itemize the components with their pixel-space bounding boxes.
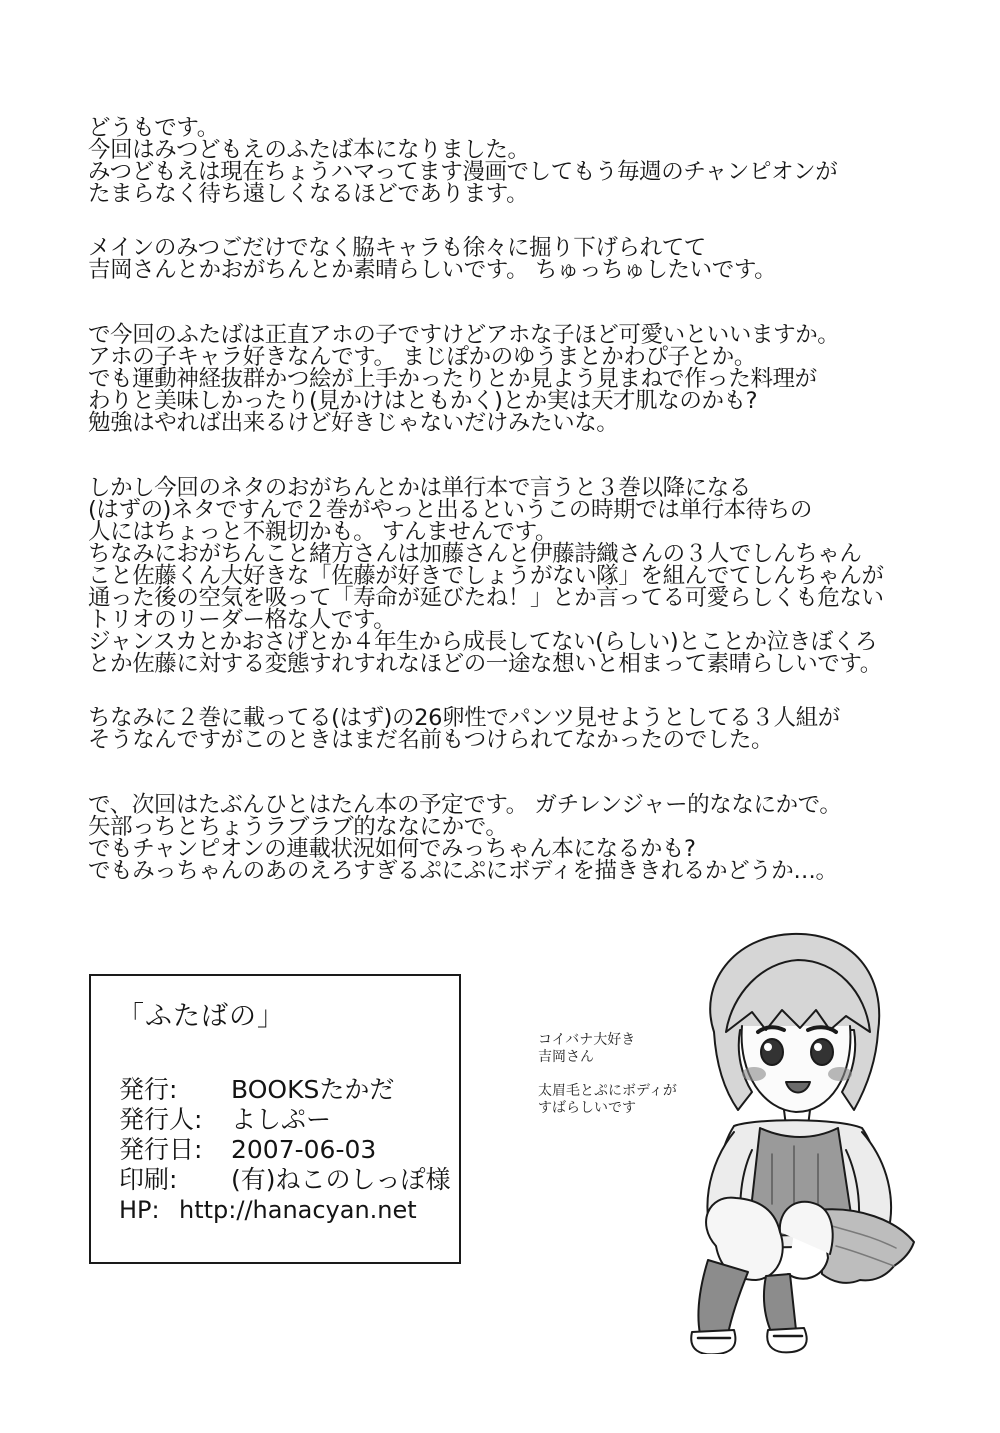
text-line: どうもです。 (88, 115, 219, 141)
book-title: 「ふたばの」 (117, 1001, 285, 1032)
printer-row (119, 1160, 451, 1196)
text-line: 今回はみつどもえのふたば本になりました。 (88, 137, 530, 163)
printer-value: (有)ねこのしっぽ様 (231, 1165, 451, 1194)
text-line: でも運動神経抜群かつ絵が上手かったりとか見よう見まねで作った料理が (88, 366, 817, 392)
text-line: でもみっちゃんのあのえろすぎるぷにぷにボディを描ききれるかどうか…。 (88, 858, 838, 884)
date-value: 2007-06-03 (231, 1135, 377, 1164)
text-line: アホの子キャラ好きなんです。 まじぽかのゆうまとかわぴ子とか。 (88, 344, 756, 370)
hp-url: http://hanacyan.net (179, 1196, 417, 1224)
publisher-value: BOOKSたかだ (231, 1075, 395, 1104)
text-line: ちなみに２巻に載ってる(はず)の26卵性でパンツ見せようとしてる３人組が (88, 705, 840, 731)
text-line: みつどもえは現在ちょうハマってます漫画でしてもう毎週のチャンピオンが (88, 159, 838, 185)
text-line: しかし今回のネタのおがちんとかは単行本で言うと３巻以降になる (88, 475, 752, 501)
colophon-box (89, 974, 461, 1264)
text-line: ちなみにおがちんこと緒方さんは加藤さんと伊藤詩織さんの３人でしんちゃん (88, 541, 862, 567)
text-line: こと佐藤くん大好きな「佐藤が好きでしょうがない隊」を組んでてしんちゃんが (88, 563, 884, 589)
text-line: でもチャンピオンの連載状況如何でみっちゃん本になるかも? (88, 836, 696, 862)
caption-line: 吉岡さん (538, 1049, 594, 1065)
text-line: そうなんですがこのときはまだ名前もつけられてなかったのでした。 (88, 727, 774, 753)
text-line: 吉岡さんとかおがちんとか素晴らしいです。 ちゅっちゅしたいです。 (88, 257, 777, 283)
paragraph-3 (88, 324, 938, 434)
text-line: メインのみつごだけでなく脇キャラも徐々に掘り下げられてて (88, 235, 706, 261)
text-line: で、次回はたぶんひとはたん本の予定です。 ガチレンジャー的ななにかで。 (88, 792, 842, 818)
text-line: たまらなく待ち遠しくなるほどであります。 (88, 181, 529, 207)
printer-label: 印刷: (119, 1165, 178, 1194)
afterword-text (88, 117, 938, 882)
paragraph-2 (88, 237, 938, 281)
issuer-label: 発行人: (119, 1105, 203, 1134)
text-line: 勉強はやれば出来るけど好きじゃないだけみたいな。 (88, 410, 619, 436)
text-line: (はずの)ネタですんで２巻がやっと出るというこの時期では単行本待ちの (88, 497, 812, 523)
paragraph-4 (88, 477, 938, 675)
text-line: 矢部っちとちょうラブラブ的ななにかで。 (88, 814, 508, 840)
date-label: 発行日: (119, 1135, 203, 1164)
paragraph-1 (88, 117, 938, 205)
text-line: で今回のふたばは正直アホの子ですけどアホな子ほど可愛いといいますか。 (88, 322, 840, 348)
text-line: 人にはちょっと不親切かも。 すんませんです。 (88, 519, 558, 545)
paragraph-5 (88, 707, 938, 751)
paragraph-6 (88, 794, 938, 882)
issuer-value: よしぷー (231, 1105, 332, 1134)
girl-illustration (596, 914, 976, 1354)
text-line: ジャンスカとかおさげとか４年生から成長してない(らしい)とことか泣きぼくろ (88, 629, 878, 655)
caption-line: コイバナ大好き (538, 1032, 636, 1048)
publisher-label: 発行: (119, 1075, 178, 1104)
text-line: わりと美味しかったり(見かけはともかく)とか実は天才肌なのかも? (88, 388, 758, 414)
caption-line: 太眉毛とぷにボディが (538, 1083, 677, 1099)
caption-line: すばらしいです (538, 1100, 636, 1116)
hp-label: HP: (119, 1196, 160, 1224)
text-line: とか佐藤に対する変態すれすれなほどの一途な想いと相まって素晴らしいです。 (88, 651, 882, 677)
text-line: 通った後の空気を吸って「寿命が延びたね！」とか言ってる可愛らしくも危ない (88, 585, 884, 611)
text-line: トリオのリーダー格な人です。 (88, 607, 396, 633)
homepage-row (119, 1196, 417, 1224)
